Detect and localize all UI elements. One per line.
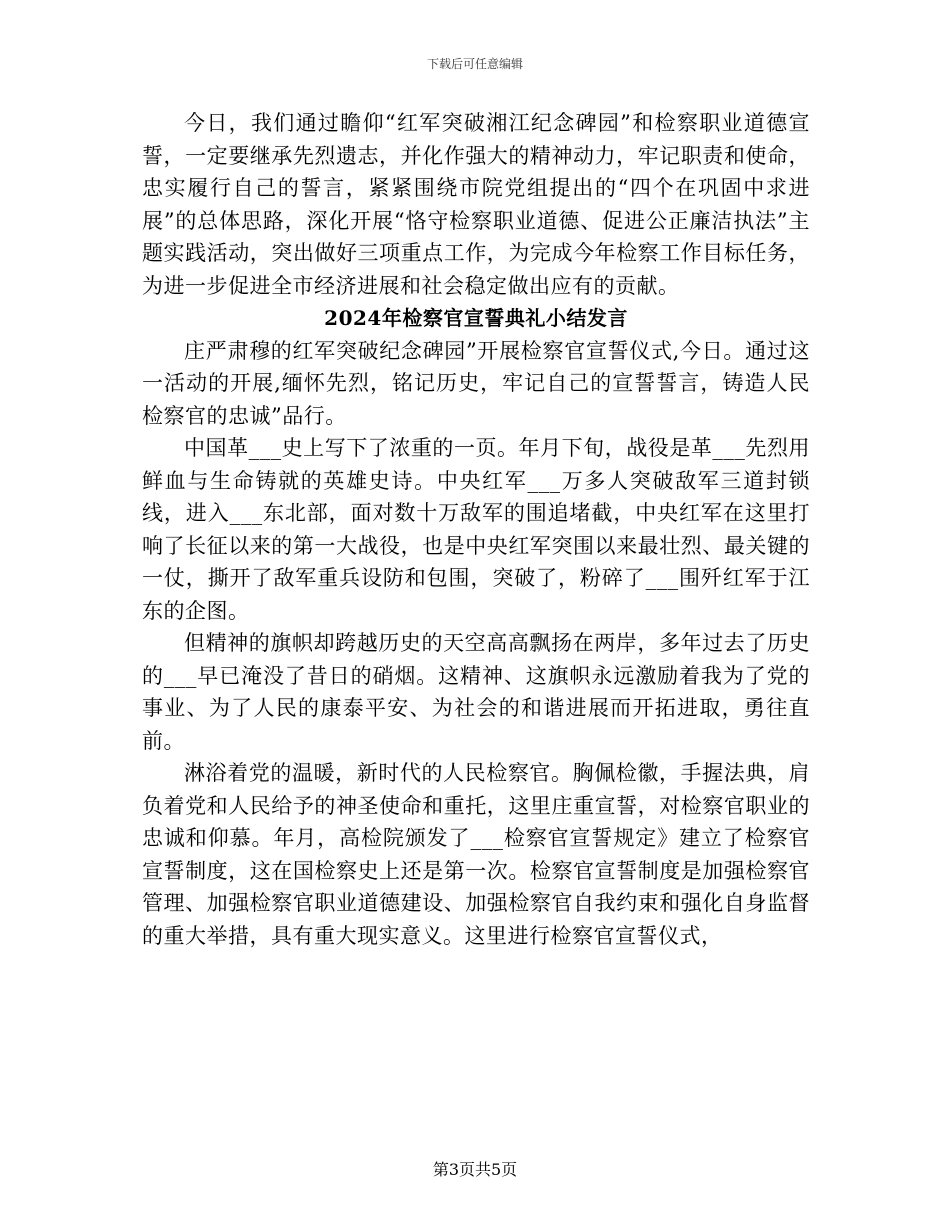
document-body (142, 107, 810, 952)
paragraph-history: 中国革___史上写下了浓重的一页。年月下旬，战役是革___先烈用鲜血与生命铸就的英雄史诗。中央红军___万多人突破敌军三道封锁线，进入___东北部，面对数十万敌军的围追堵截，中央红军在这里打响了长征以来的第一大战役，也是中央红军突围以来最壮烈、最关键的一仗，撕开了敌军重兵设防和包围，突破了，粉碎了___围歼红军于江东的企图。 (142, 436, 810, 623)
paragraph-spirit: 但精神的旗帜却跨越历史的天空高高飘扬在两岸，多年过去了历史的___早已淹没了昔日的硝烟。这精神、这旗帜永远激励着我为了党的事业、为了人民的康泰平安、为社会的和谐进展而开拓进取，勇往直前。 (142, 631, 810, 753)
paragraph-oath-summary: 今日，我们通过瞻仰“红军突破湘江纪念碑园”和检察职业道德宣誓，一定要继承先烈遗志，并化作强大的精神动力，牢记职责和使命，忠实履行自己的誓言，紧紧围绕市院党组提出的“四个在巩固中求进展”的总体思路，深化开展“恪守检察职业道德、促进公正廉洁执法”主题实践活动，突出做好三项重点工作，为完成今年检察工作目标任务，为进一步促进全市经济进展和社会稳定做出应有的贡献。 (142, 111, 810, 298)
page-header-note: 下载后可任意编辑 (426, 57, 523, 71)
paragraph-oath-system: 淋浴着党的温暖，新时代的人民检察官。胸佩检徽，手握法典，肩负着党和人民给予的神圣使命和重托，这里庄重宣誓，对检察官职业的忠诚和仰慕。年月，高检院颁发了___检察官宣誓规定》建立了检察官宣誓制度，这在国检察史上还是第一次。检察官宣誓制度是加强检察官管理、加强检察官职业道德建设、加强检察官自我约束和强化自身监督的重大举措，具有重大现实意义。这里进行检察官宣誓仪式， (142, 761, 810, 948)
section-title: 2024年检察官宣誓典礼小结发言 (324, 306, 628, 330)
page-footer-number: 第3页共5页 (432, 1160, 518, 1179)
paragraph-ceremony-intro: 庄严肃穆的红军突破纪念碑园”开展检察官宣誓仪式,今日。通过这一活动的开展,缅怀先烈，铭记历史，牢记自己的宣誓誓言，铸造人民检察官的忠诚”品行。 (142, 338, 810, 428)
